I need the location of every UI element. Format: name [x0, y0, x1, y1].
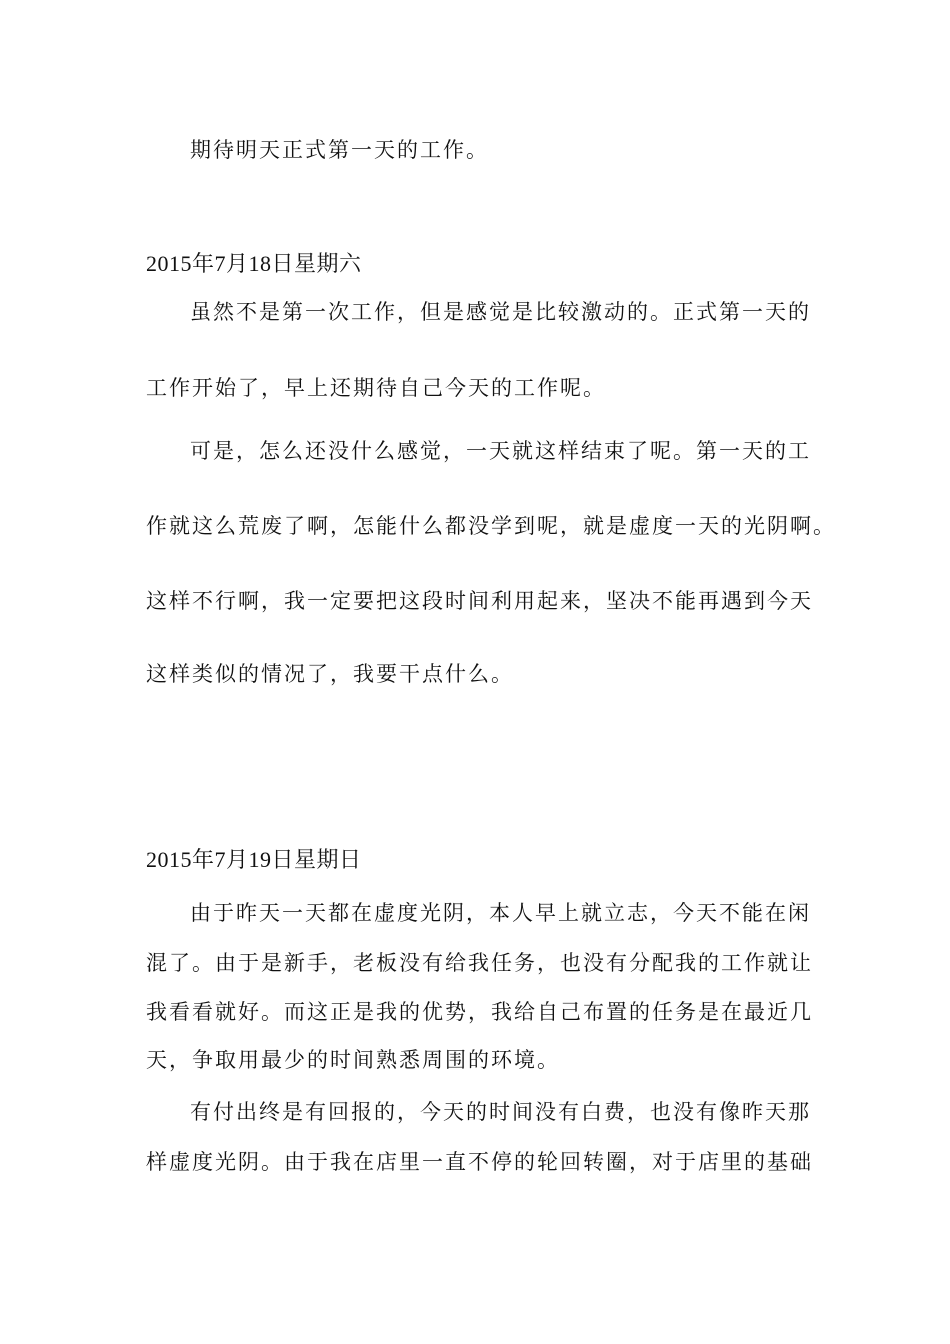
paragraph-line: 由于昨天一天都在虚度光阴，本人早上就立志，今天不能在闲 [190, 901, 811, 925]
paragraph-line: 这样类似的情况了，我要干点什么。 [146, 662, 514, 686]
paragraph-line: 有付出终是有回报的，今天的时间没有白费，也没有像昨天那 [190, 1100, 811, 1124]
paragraph-line: 可是，怎么还没什么感觉，一天就这样结束了呢。第一天的工 [190, 439, 811, 463]
paragraph-line: 期待明天正式第一天的工作。 [190, 138, 489, 162]
paragraph-line: 混了。由于是新手，老板没有给我任务，也没有分配我的工作就让 [146, 951, 813, 975]
paragraph-line: 作就这么荒废了啊，怎能什么都没学到呢，就是虚度一天的光阴啊。 [146, 514, 836, 538]
paragraph-line: 虽然不是第一次工作，但是感觉是比较激动的。正式第一天的 [190, 300, 811, 324]
paragraph-line: 样虚度光阴。由于我在店里一直不停的轮回转圈，对于店里的基础 [146, 1150, 813, 1174]
date-heading: 2015年7月18日星期六 [146, 251, 362, 276]
paragraph-line: 天，争取用最少的时间熟悉周围的环境。 [146, 1048, 560, 1072]
paragraph-line: 我看看就好。而这正是我的优势，我给自己布置的任务是在最近几 [146, 1000, 813, 1024]
paragraph-line: 这样不行啊，我一定要把这段时间利用起来，坚决不能再遇到今天 [146, 589, 813, 613]
date-heading: 2015年7月19日星期日 [146, 847, 362, 872]
paragraph-line: 工作开始了，早上还期待自己今天的工作呢。 [146, 376, 606, 400]
